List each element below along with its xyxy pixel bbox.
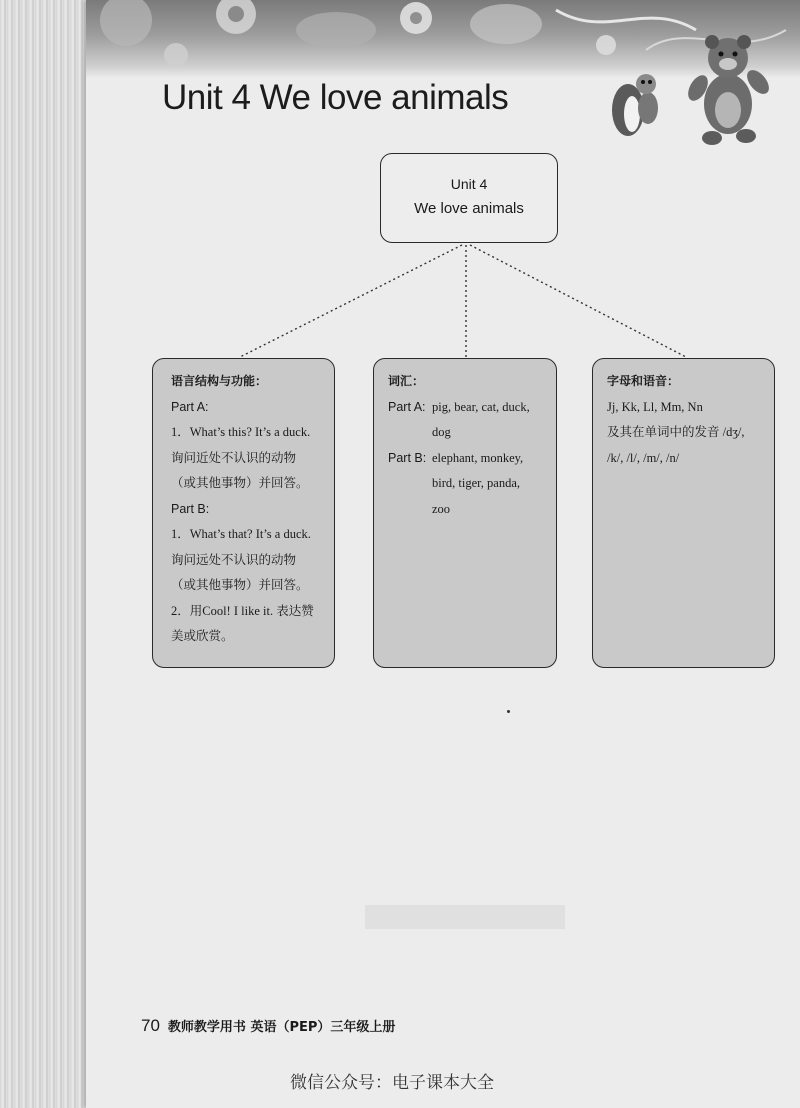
vocabulary-part-b-line: bird, tiger, panda, <box>432 476 521 490</box>
language-part-a-line: （或其他事物）并回答。 <box>171 476 309 490</box>
language-part-b-line: 询问远处不认识的动物 <box>171 552 297 567</box>
language-part-b-line: 美或欣赏。 <box>171 629 234 643</box>
vocabulary-box <box>373 358 557 668</box>
language-part-b-line: （或其他事物）并回答。 <box>171 578 309 592</box>
language-part-b-label: Part B: <box>171 501 210 516</box>
letters-sounds-box <box>592 358 775 668</box>
letters-line: /k/, /l/, /m/, /n/ <box>607 450 680 465</box>
vocabulary-part-b-line: zoo <box>432 501 451 516</box>
watermark: 微信公众号：电子课本大全 <box>290 1073 494 1093</box>
root-node <box>380 153 558 243</box>
book-title: 教师教学用书 英语（PEP）三年级上册 <box>167 1020 396 1035</box>
language-part-a-line: 询问近处不认识的动物 <box>171 450 297 465</box>
language-structure-box <box>152 358 335 668</box>
print-speck <box>507 710 510 713</box>
language-part-a-label: Part A: <box>171 399 209 414</box>
vocabulary-part-a-line: dog <box>432 425 451 439</box>
vocabulary-part-b-line: elephant, monkey, <box>432 450 524 465</box>
page-number: 70 <box>141 1016 160 1035</box>
language-heading: 语言结构与功能： <box>171 374 268 388</box>
vocabulary-part-a-label: Part A: <box>388 399 426 414</box>
root-unit-label: Unit 4 <box>450 176 488 192</box>
letters-line: 及其在单词中的发音 /dʒ/, <box>607 425 745 439</box>
root-unit-name: We love animals <box>414 200 524 217</box>
unit-title: Unit 4 We love animals <box>162 78 509 117</box>
vocabulary-part-a-line: pig, bear, cat, duck, <box>432 399 530 414</box>
language-part-a-line: 1．What’s this? It’s a duck. <box>171 425 311 439</box>
vocabulary-part-b-label: Part B: <box>388 450 427 465</box>
letters-heading: 字母和语音： <box>607 374 680 388</box>
vocabulary-heading: 词汇： <box>388 374 425 388</box>
letters-line: Jj, Kk, Ll, Mm, Nn <box>607 399 703 414</box>
language-part-b-line: 1．What’s that? It’s a duck. <box>171 527 311 541</box>
page-footer <box>141 1016 395 1036</box>
print-smudge <box>365 905 565 929</box>
language-part-b-line: 2．用Cool! I like it. 表达赞 <box>171 603 314 618</box>
